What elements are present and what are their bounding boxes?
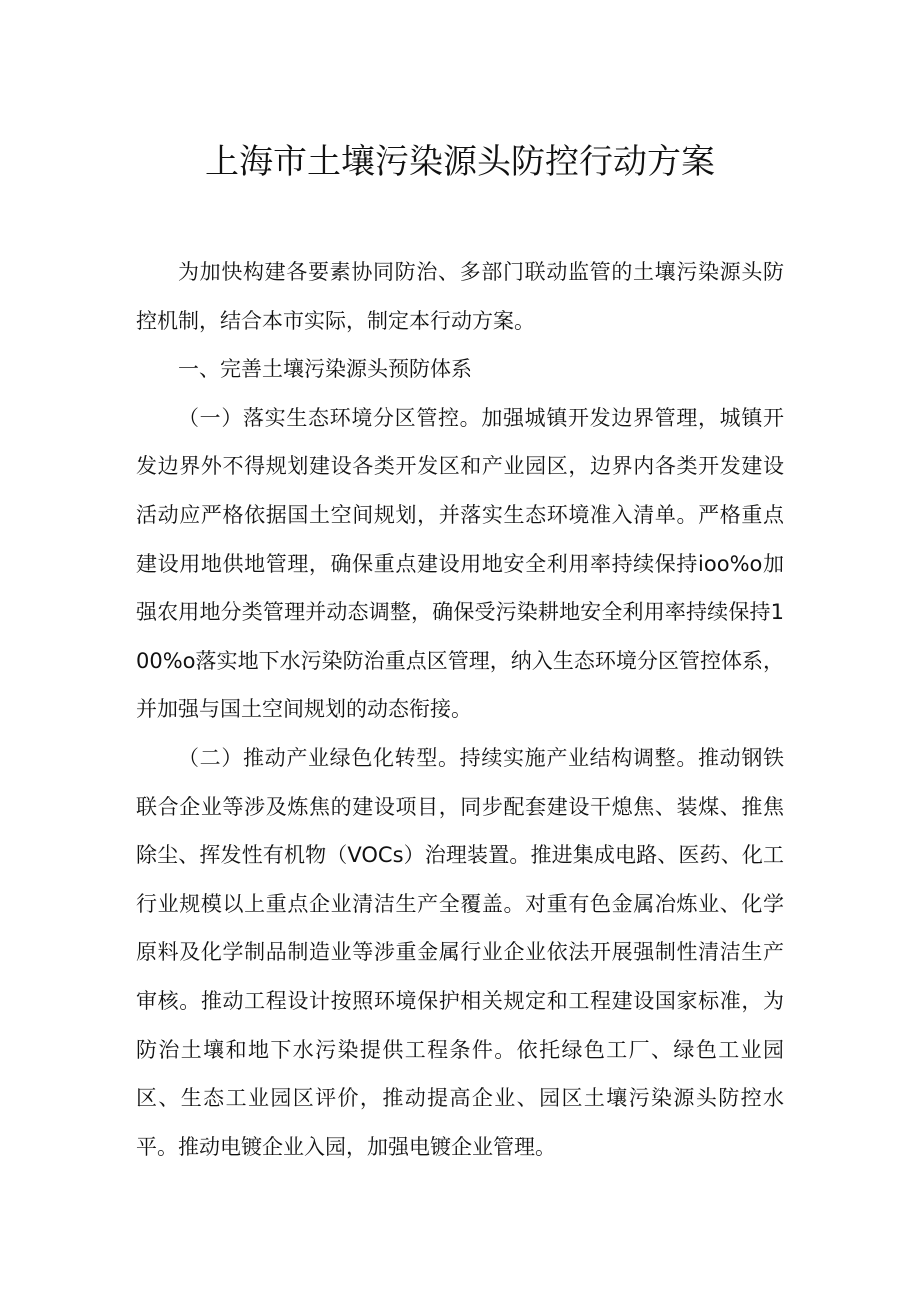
section-heading-1: 一、完善土壤污染源头预防体系 [178, 357, 472, 382]
document-title: 上海市土壤污染源头防控行动方案 [205, 142, 715, 182]
subsection-paragraph-1: （一）落实生态环境分区管控。加强城镇开发边界管理，城镇开发边界外不得规划建设各类开发区和产业园区，边界内各类开发建设活动应严格依据国土空间规划，并落实生态环境准入清单。严格重点建设用地供地管理，确保重点建设用地安全利用率持续保持ioo%o加强农用地分类管理并动态调整，确保受污染耕地安全利用率持续保持100%o落实地下水污染防治重点区管理，纳入生态环境分区管控体系，并加强与国土空间规划的动态衔接。 [136, 405, 784, 722]
intro-paragraph: 为加快构建各要素协同防治、多部门联动监管的土壤污染源头防控机制，结合本市实际，制定本行动方案。 [136, 260, 784, 333]
document-body [136, 248, 784, 1171]
subsection-paragraph-2: （二）推动产业绿色化转型。持续实施产业结构调整。推动钢铁联合企业等涉及炼焦的建设项目，同步配套建设干熄焦、装煤、推焦除尘、挥发性有机物（VOCs）治理装置。推进集成电路、医药、化工行业规模以上重点企业清洁生产全覆盖。对重有色金属冶炼业、化学原料及化学制品制造业等涉重金属行业企业依法开展强制性清洁生产审核。推动工程设计按照环境保护相关规定和工程建设国家标准，为防治土壤和地下水污染提供工程条件。依托绿色工厂、绿色工业园区、生态工业园区评价，推动提高企业、园区土壤污染源头防控水平。推动电镀企业入园，加强电镀企业管理。 [136, 745, 784, 1159]
